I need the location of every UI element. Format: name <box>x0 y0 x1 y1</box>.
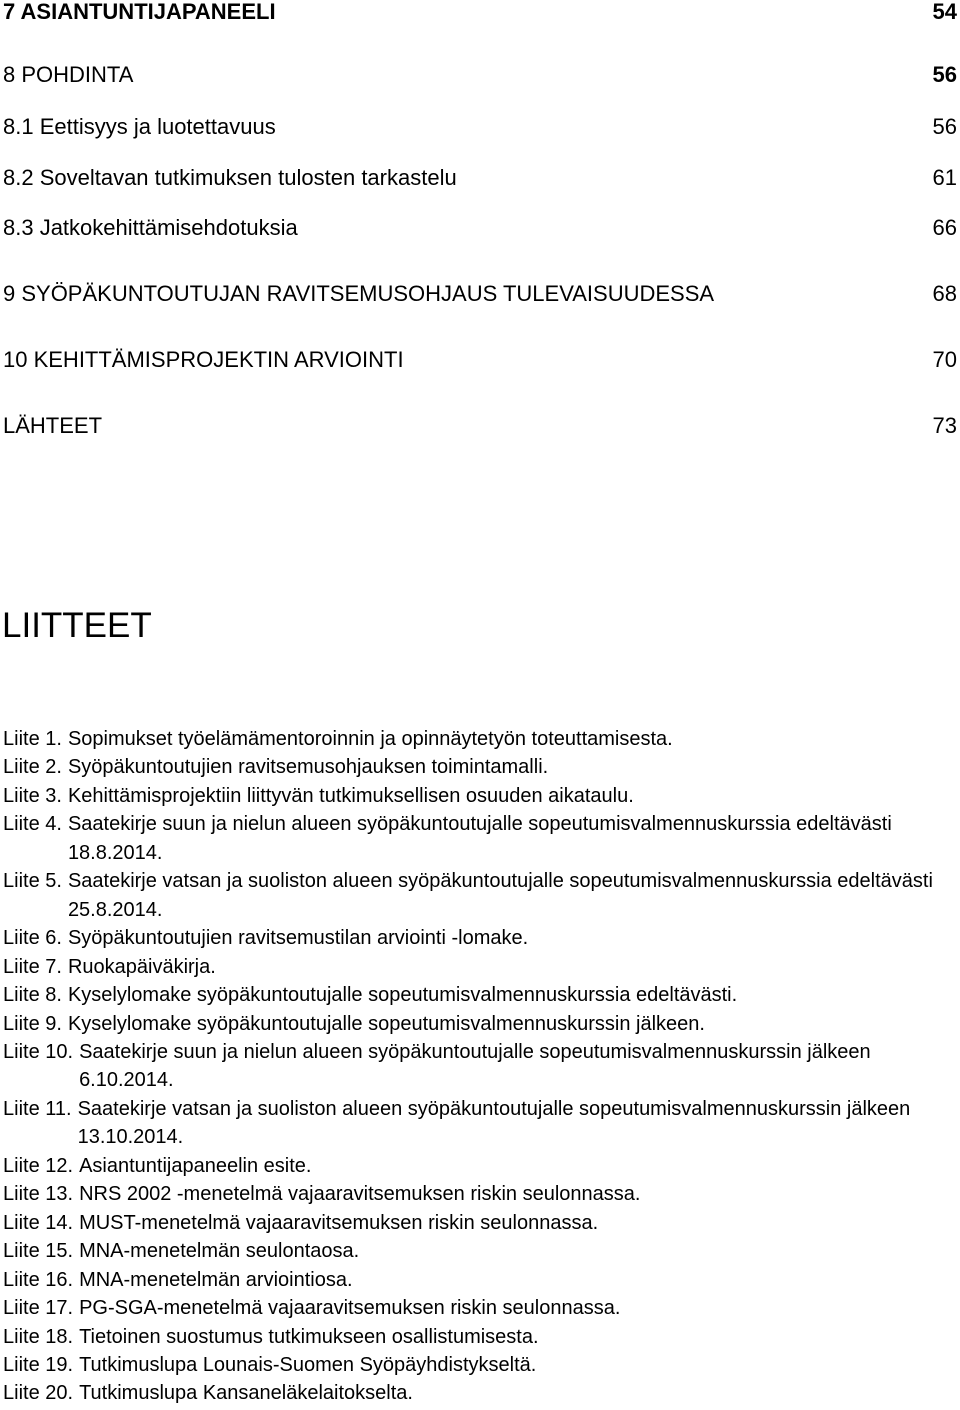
appendix-text: Syöpäkuntoutujien ravitsemusohjauksen toimintamalli. <box>67 756 549 779</box>
appendix-label: Liite 19. <box>3 1353 74 1376</box>
appendix-text: MUST-menetelmä vajaaravitsemuksen riskin seulonnassa. <box>79 1211 599 1234</box>
appendix-label: Liite 18. <box>3 1325 74 1348</box>
appendix-label: Liite 2. <box>3 756 62 779</box>
appendix-label: Liite 12. <box>3 1154 74 1177</box>
appendix-list <box>3 725 958 1408</box>
toc-row-references <box>0 411 958 441</box>
appendix-label: Liite 16. <box>3 1268 74 1291</box>
appendix-item <box>3 810 958 867</box>
appendix-label: Liite 14. <box>3 1211 74 1234</box>
appendix-label: Liite 3. <box>3 784 62 807</box>
appendix-text: Asiantuntijapaneelin esite. <box>79 1154 312 1177</box>
appendix-label: Liite 9. <box>3 1012 62 1035</box>
appendix-item <box>3 1323 958 1351</box>
appendix-text: MNA-menetelmän arviointiosa. <box>79 1268 353 1291</box>
appendix-text: Ruokapäiväkirja. <box>67 955 216 978</box>
appendix-item <box>3 1010 958 1038</box>
appendix-item <box>3 1379 958 1407</box>
toc-entry-page: 61 <box>932 165 957 190</box>
appendix-label: Liite 17. <box>3 1297 74 1320</box>
appendix-label: Liite 6. <box>3 927 62 950</box>
toc-row-section-8-1 <box>0 112 958 142</box>
appendix-text: Saatekirje suun ja nielun alueen syöpäkuntoutujalle sopeutumisvalmennuskurssin jälkeen 6.10.2014. <box>79 1040 871 1092</box>
appendix-label: Liite 20. <box>3 1382 74 1405</box>
appendix-item <box>3 1038 958 1095</box>
appendix-text: Kyselylomake syöpäkuntoutujalle sopeutumisvalmennuskurssia edeltävästi. <box>67 984 738 1007</box>
appendix-item <box>3 981 958 1009</box>
toc-entry-page: 54 <box>932 0 957 24</box>
toc-entry-title: LÄHTEET <box>3 413 103 438</box>
toc-entry-title: 7 ASIANTUNTIJAPANEELI <box>3 0 276 24</box>
appendix-text: Sopimukset työelämämentoroinnin ja opinnäytetyön toteuttamisesta. <box>67 728 673 750</box>
appendix-item <box>3 753 958 781</box>
appendix-text: MNA-menetelmän seulontaosa. <box>79 1240 360 1263</box>
appendix-text: Saatekirje vatsan ja suoliston alueen syöpäkuntoutujalle sopeutumisvalmennuskurssin jälkeen 13.10.2014. <box>77 1097 911 1149</box>
toc-entry-page: 56 <box>932 62 957 87</box>
toc-entry-title: 8.3 Jatkokehittämisehdotuksia <box>3 215 298 240</box>
appendix-item <box>3 782 958 810</box>
appendix-text: Saatekirje suun ja nielun alueen syöpäkuntoutujalle sopeutumisvalmennuskurssia edeltävästi 18.8.2014. <box>67 813 892 864</box>
toc-entry-title: 9 SYÖPÄKUNTOUTUJAN RAVITSEMUSOHJAUS TULEVAISUUDESSA <box>3 281 715 306</box>
appendix-item <box>3 1095 958 1152</box>
appendix-text: Tutkimuslupa Kansaneläkelaitokselta. <box>79 1382 413 1405</box>
appendix-text: Saatekirje vatsan ja suoliston alueen syöpäkuntoutujalle sopeutumisvalmennuskurssia edeltävästi 25.8.2014. <box>67 870 933 921</box>
appendix-text: Tutkimuslupa Lounais-Suomen Syöpäyhdistykseltä. <box>79 1353 537 1376</box>
toc-entry-page: 56 <box>932 114 957 139</box>
appendix-text: PG-SGA-menetelmä vajaaravitsemuksen riskin seulonnassa. <box>79 1297 621 1320</box>
appendix-label: Liite 1. <box>3 728 62 750</box>
appendix-item <box>3 1180 958 1208</box>
appendix-text: NRS 2002 -menetelmä vajaaravitsemuksen riskin seulonnassa. <box>79 1183 641 1206</box>
toc-entry-title: 8.1 Eettisyys ja luotettavuus <box>3 114 276 139</box>
appendix-item <box>3 1237 958 1265</box>
appendix-item <box>3 1209 958 1237</box>
appendix-label: Liite 5. <box>3 870 62 893</box>
toc-entry-title: 8.2 Soveltavan tutkimuksen tulosten tarkastelu <box>3 165 457 190</box>
toc-row-section-8-3 <box>0 213 958 243</box>
appendix-item <box>3 867 958 924</box>
appendix-text: Kehittämisprojektiin liittyvän tutkimuksellisen osuuden aikataulu. <box>67 784 634 807</box>
toc-row-chapter-9 <box>0 279 958 309</box>
toc-row-chapter-7 <box>0 0 958 27</box>
appendix-text: Kyselylomake syöpäkuntoutujalle sopeutumisvalmennuskurssin jälkeen. <box>67 1012 705 1035</box>
toc-entry-page: 73 <box>932 413 957 438</box>
toc-row-section-8-2 <box>0 163 958 193</box>
appendix-text: Tietoinen suostumus tutkimukseen osallistumisesta. <box>79 1325 539 1348</box>
toc-entry-title: 10 KEHITTÄMISPROJEKTIN ARVIOINTI <box>3 347 404 372</box>
appendix-item <box>3 725 958 753</box>
appendix-item <box>3 1266 958 1294</box>
appendix-label: Liite 7. <box>3 955 62 978</box>
appendix-label: Liite 13. <box>3 1183 74 1206</box>
appendix-label: Liite 8. <box>3 984 62 1007</box>
appendix-item <box>3 924 958 952</box>
toc-row-chapter-8 <box>0 60 958 90</box>
appendix-item <box>3 1152 958 1180</box>
attachments-heading: LIITTEET <box>2 606 152 645</box>
toc-entry-page: 68 <box>932 281 957 306</box>
toc-entry-page: 70 <box>932 347 957 372</box>
toc-row-chapter-10 <box>0 345 958 375</box>
appendix-label: Liite 11. <box>3 1097 72 1120</box>
appendix-item <box>3 1351 958 1379</box>
toc-entry-page: 66 <box>932 215 957 240</box>
appendix-item <box>3 953 958 981</box>
appendix-text: Syöpäkuntoutujien ravitsemustilan arviointi -lomake. <box>67 927 529 950</box>
appendix-label: Liite 15. <box>3 1240 74 1263</box>
toc-entry-title: 8 POHDINTA <box>3 62 134 87</box>
appendix-label: Liite 10. <box>3 1040 74 1063</box>
appendix-item <box>3 1294 958 1322</box>
appendix-label: Liite 4. <box>3 813 62 836</box>
